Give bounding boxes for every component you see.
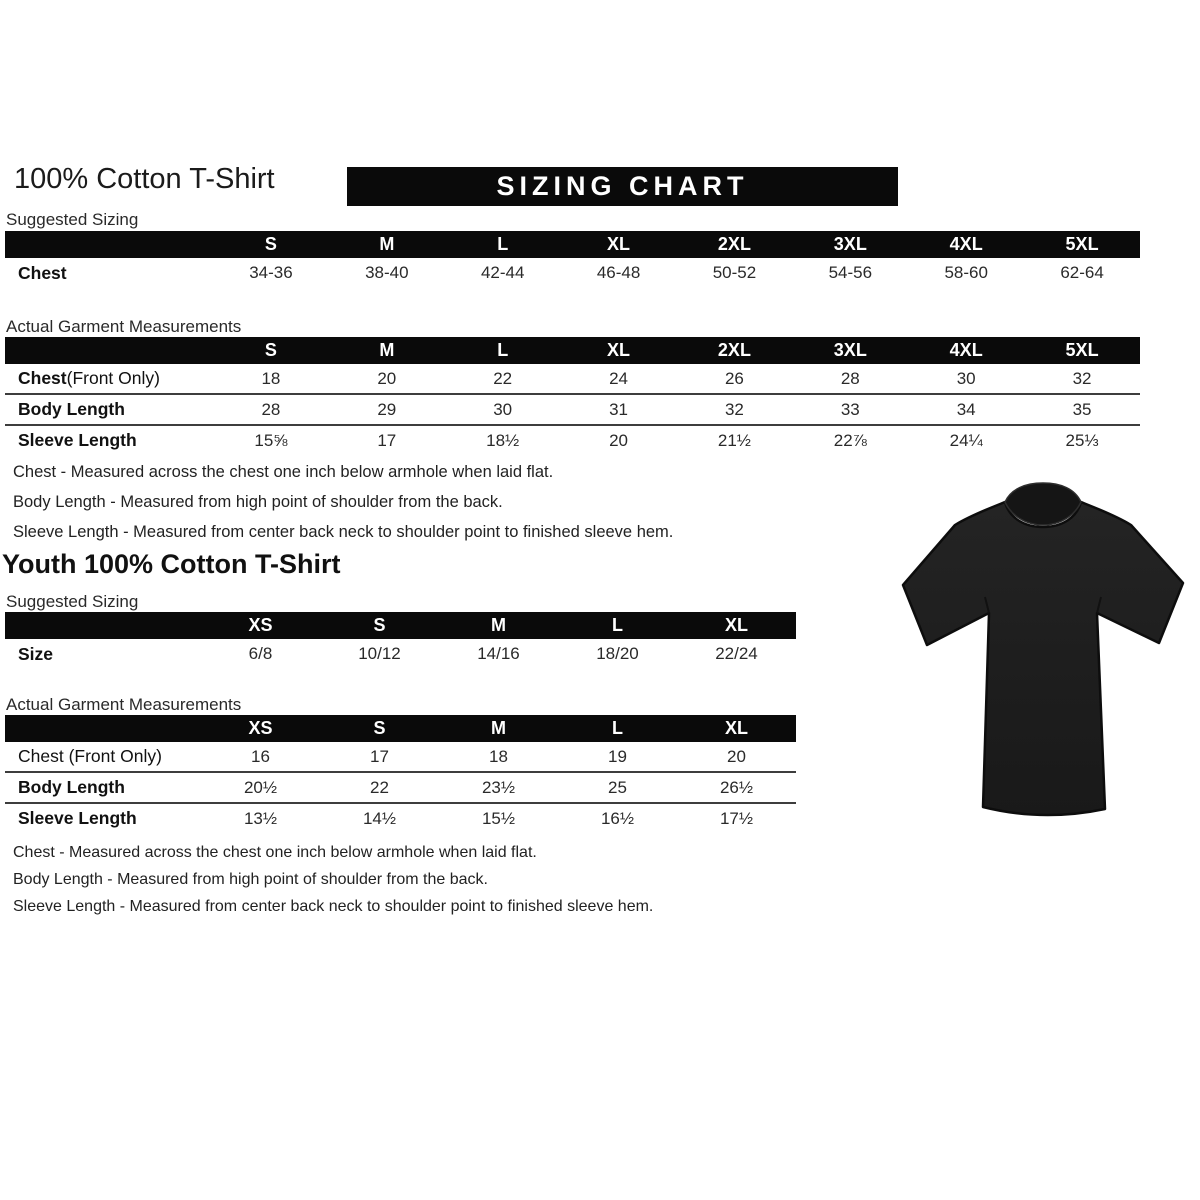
measurement-cell: 54-56 [828, 263, 873, 282]
measurement-cell: 28 [840, 368, 860, 388]
size-column-header: M [379, 234, 395, 254]
measurement-cell: 50-52 [712, 263, 757, 282]
table-row [5, 639, 796, 669]
table-row [5, 742, 796, 771]
measurement-cell: 32 [724, 399, 744, 419]
table-row [5, 258, 1140, 288]
tshirt-image [893, 477, 1193, 825]
header-spacer [5, 231, 213, 258]
youth-section-title: Youth 100% Cotton T-Shirt [2, 549, 341, 579]
size-column-header: L [612, 718, 623, 738]
measurement-cell: 34 [956, 399, 976, 419]
row-label-note: (Front Only) [66, 368, 160, 388]
measurement-cell: 26½ [719, 777, 754, 797]
table-row [5, 771, 796, 802]
size-column-header: XL [724, 615, 748, 635]
size-column-header: M [379, 340, 395, 360]
measurement-cell: 35 [1072, 399, 1092, 419]
row-label [5, 364, 213, 393]
measurement-cell: 38-40 [365, 263, 409, 282]
youth-actual-measurements-table [5, 715, 796, 833]
adult-suggested-sizing-label: Suggested Sizing [6, 210, 139, 229]
measurement-cell: 18 [489, 746, 508, 766]
measurement-cell: 15⅝ [254, 430, 288, 450]
measurement-cell: 20 [377, 368, 397, 388]
youth-suggested-sizing-label: Suggested Sizing [6, 592, 139, 611]
measurement-cell: 58-60 [944, 263, 988, 282]
measurement-cell: 20 [609, 430, 629, 450]
size-column-header: XL [607, 234, 631, 254]
measurement-cell: 15½ [481, 808, 516, 828]
measurement-cell: 14½ [362, 808, 397, 828]
measurement-cell: 13½ [243, 808, 278, 828]
measurement-cell: 22⅞ [833, 430, 867, 450]
size-column-header: S [373, 718, 386, 738]
measurement-cell: 18/20 [596, 644, 639, 663]
size-column-header: 5XL [1065, 340, 1099, 360]
size-column-header: 4XL [949, 234, 983, 254]
measurement-cell: 18 [261, 368, 281, 388]
size-column-header: XS [248, 615, 273, 635]
measurement-cell: 25 [608, 777, 627, 797]
size-column-header: 2XL [717, 234, 751, 254]
size-column-header: S [373, 615, 386, 635]
measurement-cell: 22/24 [715, 644, 758, 663]
measurement-cell: 26 [724, 368, 744, 388]
size-column-header: M [491, 615, 506, 635]
size-column-header: L [497, 234, 509, 254]
row-label: Size [18, 643, 54, 664]
measurement-cell: 20 [727, 746, 746, 766]
measurement-cell: 21½ [717, 430, 751, 450]
size-column-header: XL [607, 340, 631, 360]
header-spacer [5, 337, 213, 364]
measurement-cell: 25⅓ [1065, 430, 1099, 450]
row-label: Body Length [18, 777, 125, 797]
row-label: Body Length [18, 399, 125, 419]
size-column-header: 5XL [1065, 234, 1099, 254]
measurement-cell: 22 [370, 777, 389, 797]
size-column-header: 4XL [949, 340, 983, 360]
measurement-cell: 33 [840, 399, 860, 419]
measurement-cell: 32 [1072, 368, 1092, 388]
measurement-cell: 19 [608, 746, 627, 766]
youth-actual-measurements-label: Actual Garment Measurements [6, 695, 242, 714]
table-header-row [5, 337, 1140, 364]
table-row [5, 393, 1140, 424]
size-column-header: M [491, 718, 506, 738]
table-header-row [5, 715, 796, 742]
page-title: 100% Cotton T-Shirt [14, 163, 275, 195]
measurement-cell: 24¼ [949, 430, 983, 450]
table-row [5, 364, 1140, 393]
measurement-cell: 17½ [719, 808, 754, 828]
measurement-cell: 31 [609, 399, 629, 419]
measurement-cell: 34-36 [249, 263, 293, 282]
measurement-cell: 24 [609, 368, 629, 388]
size-column-header: S [264, 234, 277, 254]
size-column-header: XL [724, 718, 748, 738]
tshirt-body [903, 502, 1183, 815]
measurement-cell: 10/12 [358, 644, 401, 663]
size-column-header: L [497, 340, 509, 360]
row-label: Chest [18, 262, 67, 283]
note-line: Chest - Measured across the chest one inch below armhole when laid flat. [13, 463, 554, 481]
measurement-cell: 46-48 [596, 263, 641, 282]
size-column-header: 3XL [833, 234, 867, 254]
measurement-cell: 30 [956, 368, 976, 388]
measurement-cell: 22 [493, 368, 513, 388]
sizing-chart-banner [347, 167, 898, 206]
row-label: Chest (Front Only) [18, 746, 162, 766]
note-line: Sleeve Length - Measured from center back neck to shoulder point to finished sleeve hem. [13, 898, 654, 915]
measurement-cell: 16½ [600, 808, 635, 828]
note-line: Sleeve Length - Measured from center back neck to shoulder point to finished sleeve hem. [13, 523, 674, 541]
measurement-cell: 17 [370, 746, 389, 766]
header-spacer [5, 612, 201, 639]
adult-suggested-sizing-table [5, 231, 1140, 288]
measurement-cell: 62-64 [1060, 263, 1104, 282]
note-line: Body Length - Measured from high point of shoulder from the back. [13, 871, 488, 888]
size-column-header: L [612, 615, 623, 635]
adult-measurement-notes [13, 463, 673, 552]
measurement-cell: 6/8 [248, 644, 273, 663]
measurement-cell: 30 [493, 399, 513, 419]
youth-suggested-sizing-table [5, 612, 796, 669]
measurement-cell: 16 [251, 746, 270, 766]
table-row [5, 802, 796, 833]
measurement-cell: 42-44 [480, 263, 525, 282]
measurement-cell: 23½ [481, 777, 516, 797]
youth-measurement-notes [13, 844, 653, 926]
row-label: Sleeve Length [18, 430, 137, 450]
adult-actual-measurements-label: Actual Garment Measurements [6, 317, 242, 336]
size-column-header: 3XL [833, 340, 867, 360]
measurement-cell: 28 [261, 399, 281, 419]
row-label: Sleeve Length [18, 808, 137, 828]
measurement-cell: 20½ [243, 777, 278, 797]
measurement-cell: 14/16 [477, 644, 520, 663]
banner-title: SIZING CHART [496, 171, 749, 201]
note-line: Chest - Measured across the chest one inch below armhole when laid flat. [13, 844, 537, 861]
size-column-header: 2XL [717, 340, 751, 360]
header-spacer [5, 715, 201, 742]
row-label-main: Chest [18, 368, 67, 388]
table-header-row [5, 612, 796, 639]
measurement-cell: 29 [377, 399, 397, 419]
table-header-row [5, 231, 1140, 258]
measurement-cell: 18½ [486, 430, 520, 450]
measurement-cell: 17 [377, 430, 397, 450]
note-line: Body Length - Measured from high point of shoulder from the back. [13, 493, 503, 511]
adult-actual-measurements-table [5, 337, 1140, 455]
size-column-header: XS [248, 718, 273, 738]
size-column-header: S [264, 340, 277, 360]
table-row [5, 424, 1140, 455]
